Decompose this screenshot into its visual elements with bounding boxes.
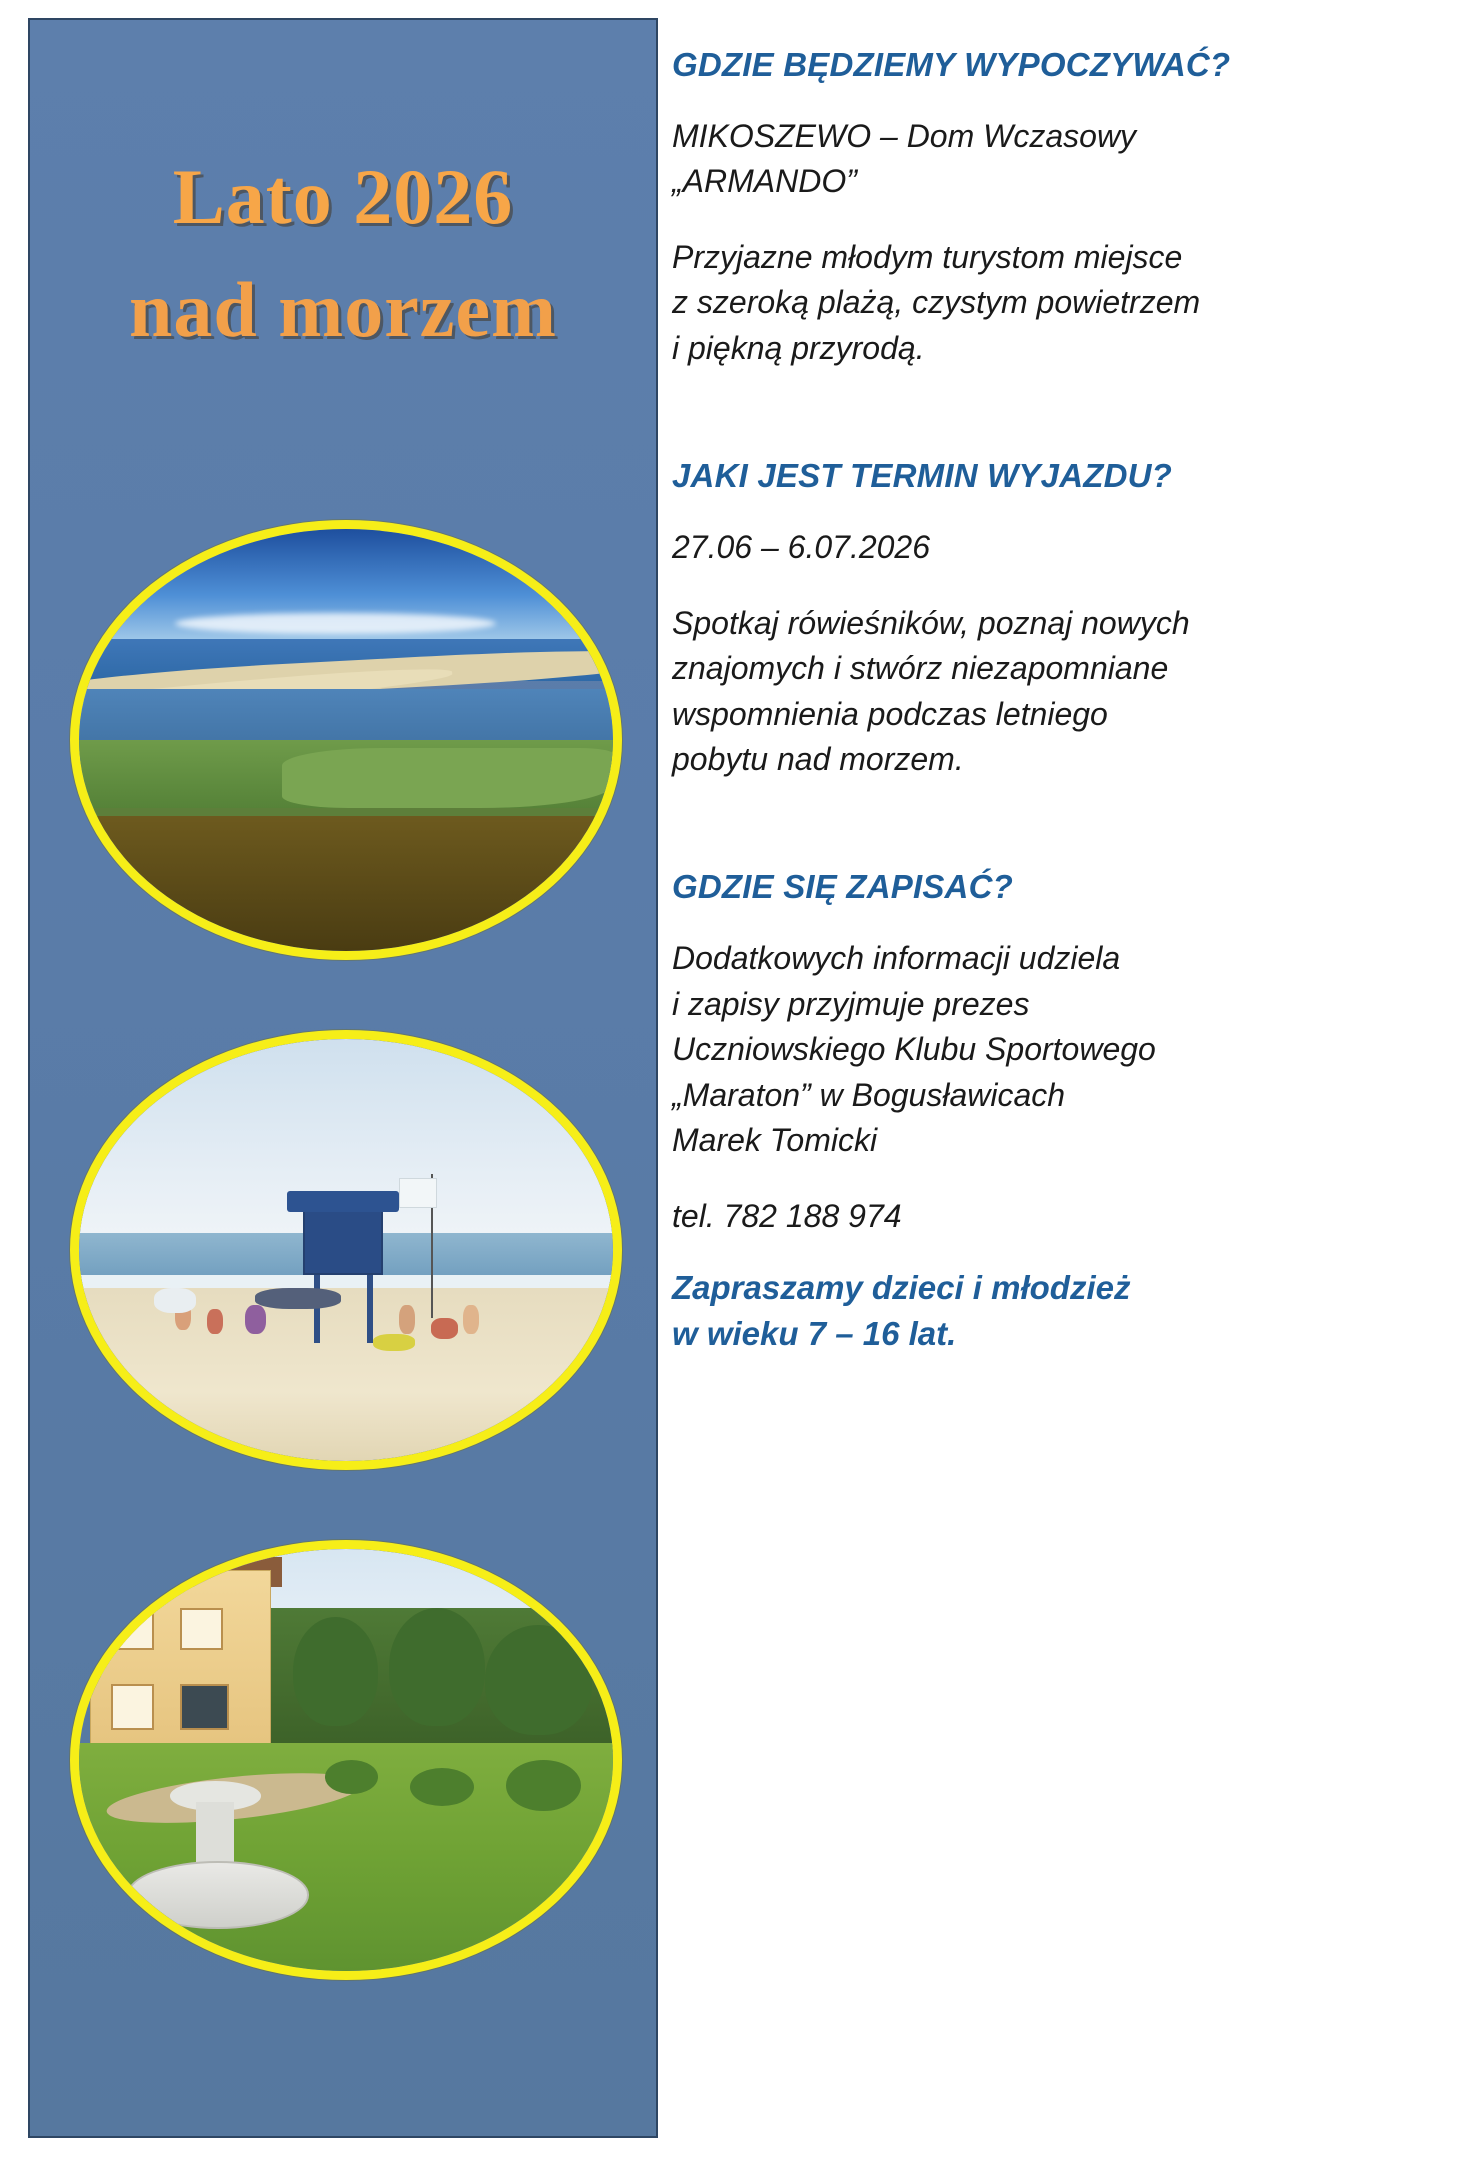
contact-line-2: i zapisy przyjmuje prezes xyxy=(672,985,1030,1022)
photo-3-window xyxy=(180,1608,223,1650)
photo-3-tree xyxy=(293,1617,378,1727)
closing-line-2: w wieku 7 – 16 lat. xyxy=(672,1314,957,1352)
left-banner xyxy=(28,18,658,2138)
photo-2-beach-tent xyxy=(154,1288,197,1313)
photo-1-meadow-2 xyxy=(282,748,613,807)
banner-title-line1: Lato 2026 xyxy=(172,153,514,240)
photo-3-tree xyxy=(389,1608,485,1726)
desc-line-1: Przyjazne młodym turystom miejsce xyxy=(672,238,1183,275)
contact-phone[interactable]: tel. 782 188 974 xyxy=(672,1197,902,1234)
photo-guesthouse-garden xyxy=(70,1540,622,1980)
desc2-line-1: Spotkaj rówieśników, poznaj nowych xyxy=(672,604,1190,641)
section-3-heading: GDZIE SIĘ ZAPISAĆ? xyxy=(672,868,1013,906)
photo-2-person xyxy=(207,1309,223,1334)
spacer xyxy=(672,401,1432,457)
section-1-heading: GDZIE BĘDZIEMY WYPOCZYWAĆ? xyxy=(672,46,1231,83)
photo-2-lifeguard-tower xyxy=(303,1208,383,1276)
banner-title xyxy=(30,140,656,366)
photo-aerial-coast-river xyxy=(70,520,622,960)
photo-2-tower-leg-left xyxy=(314,1275,320,1343)
photo-3-tree xyxy=(485,1625,592,1735)
banner-title-line2: nad morzem xyxy=(128,266,558,354)
contact-line-4: „Maraton” w Bogusławicach xyxy=(672,1076,1066,1113)
contact-line-3: Uczniowskiego Klubu Sportowego xyxy=(672,1031,1156,1068)
photo-3-window xyxy=(111,1684,154,1730)
photo-1-inner xyxy=(79,529,613,951)
venue-line-1: MIKOSZEWO – Dom Wczasowy xyxy=(672,118,1137,154)
photo-2-inner xyxy=(79,1039,613,1461)
contact-line-1: Dodatkowych informacji udziela xyxy=(672,940,1121,977)
photo-2-tower-leg-right xyxy=(367,1275,373,1343)
content-column xyxy=(672,46,1432,1356)
photo-3-bush xyxy=(325,1760,378,1794)
photo-3-fountain-stem xyxy=(196,1802,233,1870)
photo-2-flag xyxy=(399,1178,436,1208)
photo-3-window xyxy=(111,1608,154,1650)
photo-2-beach-bench xyxy=(255,1288,340,1309)
section-2-description xyxy=(672,601,1432,783)
photo-1-river xyxy=(79,816,613,951)
desc-line-2: z szeroką plażą, czystym powietrzem xyxy=(672,284,1201,321)
photo-2-sand xyxy=(79,1288,613,1461)
photo-3-bush xyxy=(506,1760,581,1811)
desc-line-3: i piękną przyrodą. xyxy=(672,329,925,366)
signup-contact xyxy=(672,936,1432,1163)
closing-invitation xyxy=(672,1265,1432,1356)
section-1-venue xyxy=(672,114,1432,205)
photo-beach-lifeguard xyxy=(70,1030,622,1470)
contact-person: Marek Tomicki xyxy=(672,1122,878,1159)
photo-2-person xyxy=(431,1318,458,1339)
photo-3-inner xyxy=(79,1549,613,1971)
photo-3-fountain-basin xyxy=(127,1861,309,1929)
photo-2-person xyxy=(399,1305,415,1335)
desc2-line-2: znajomych i stwórz niezapomniane xyxy=(672,650,1169,687)
trip-dates: 27.06 – 6.07.2026 xyxy=(672,529,931,566)
section-2-heading: JAKI JEST TERMIN WYJAZDU? xyxy=(672,457,1173,495)
desc2-line-4: pobytu nad morzem. xyxy=(672,740,964,777)
photo-2-person xyxy=(245,1305,266,1335)
photo-2-person xyxy=(463,1305,479,1335)
desc2-line-3: wspomnienia podczas letniego xyxy=(672,695,1108,732)
section-1-description xyxy=(672,235,1432,371)
photo-2-tower-roof xyxy=(287,1191,399,1212)
spacer xyxy=(672,812,1432,868)
closing-line-1: Zapraszamy dzieci i młodzież xyxy=(672,1269,1131,1306)
photo-2-beach-gear xyxy=(373,1334,416,1351)
venue-line-2: „ARMANDO” xyxy=(672,163,857,200)
photo-3-balcony xyxy=(180,1684,228,1730)
